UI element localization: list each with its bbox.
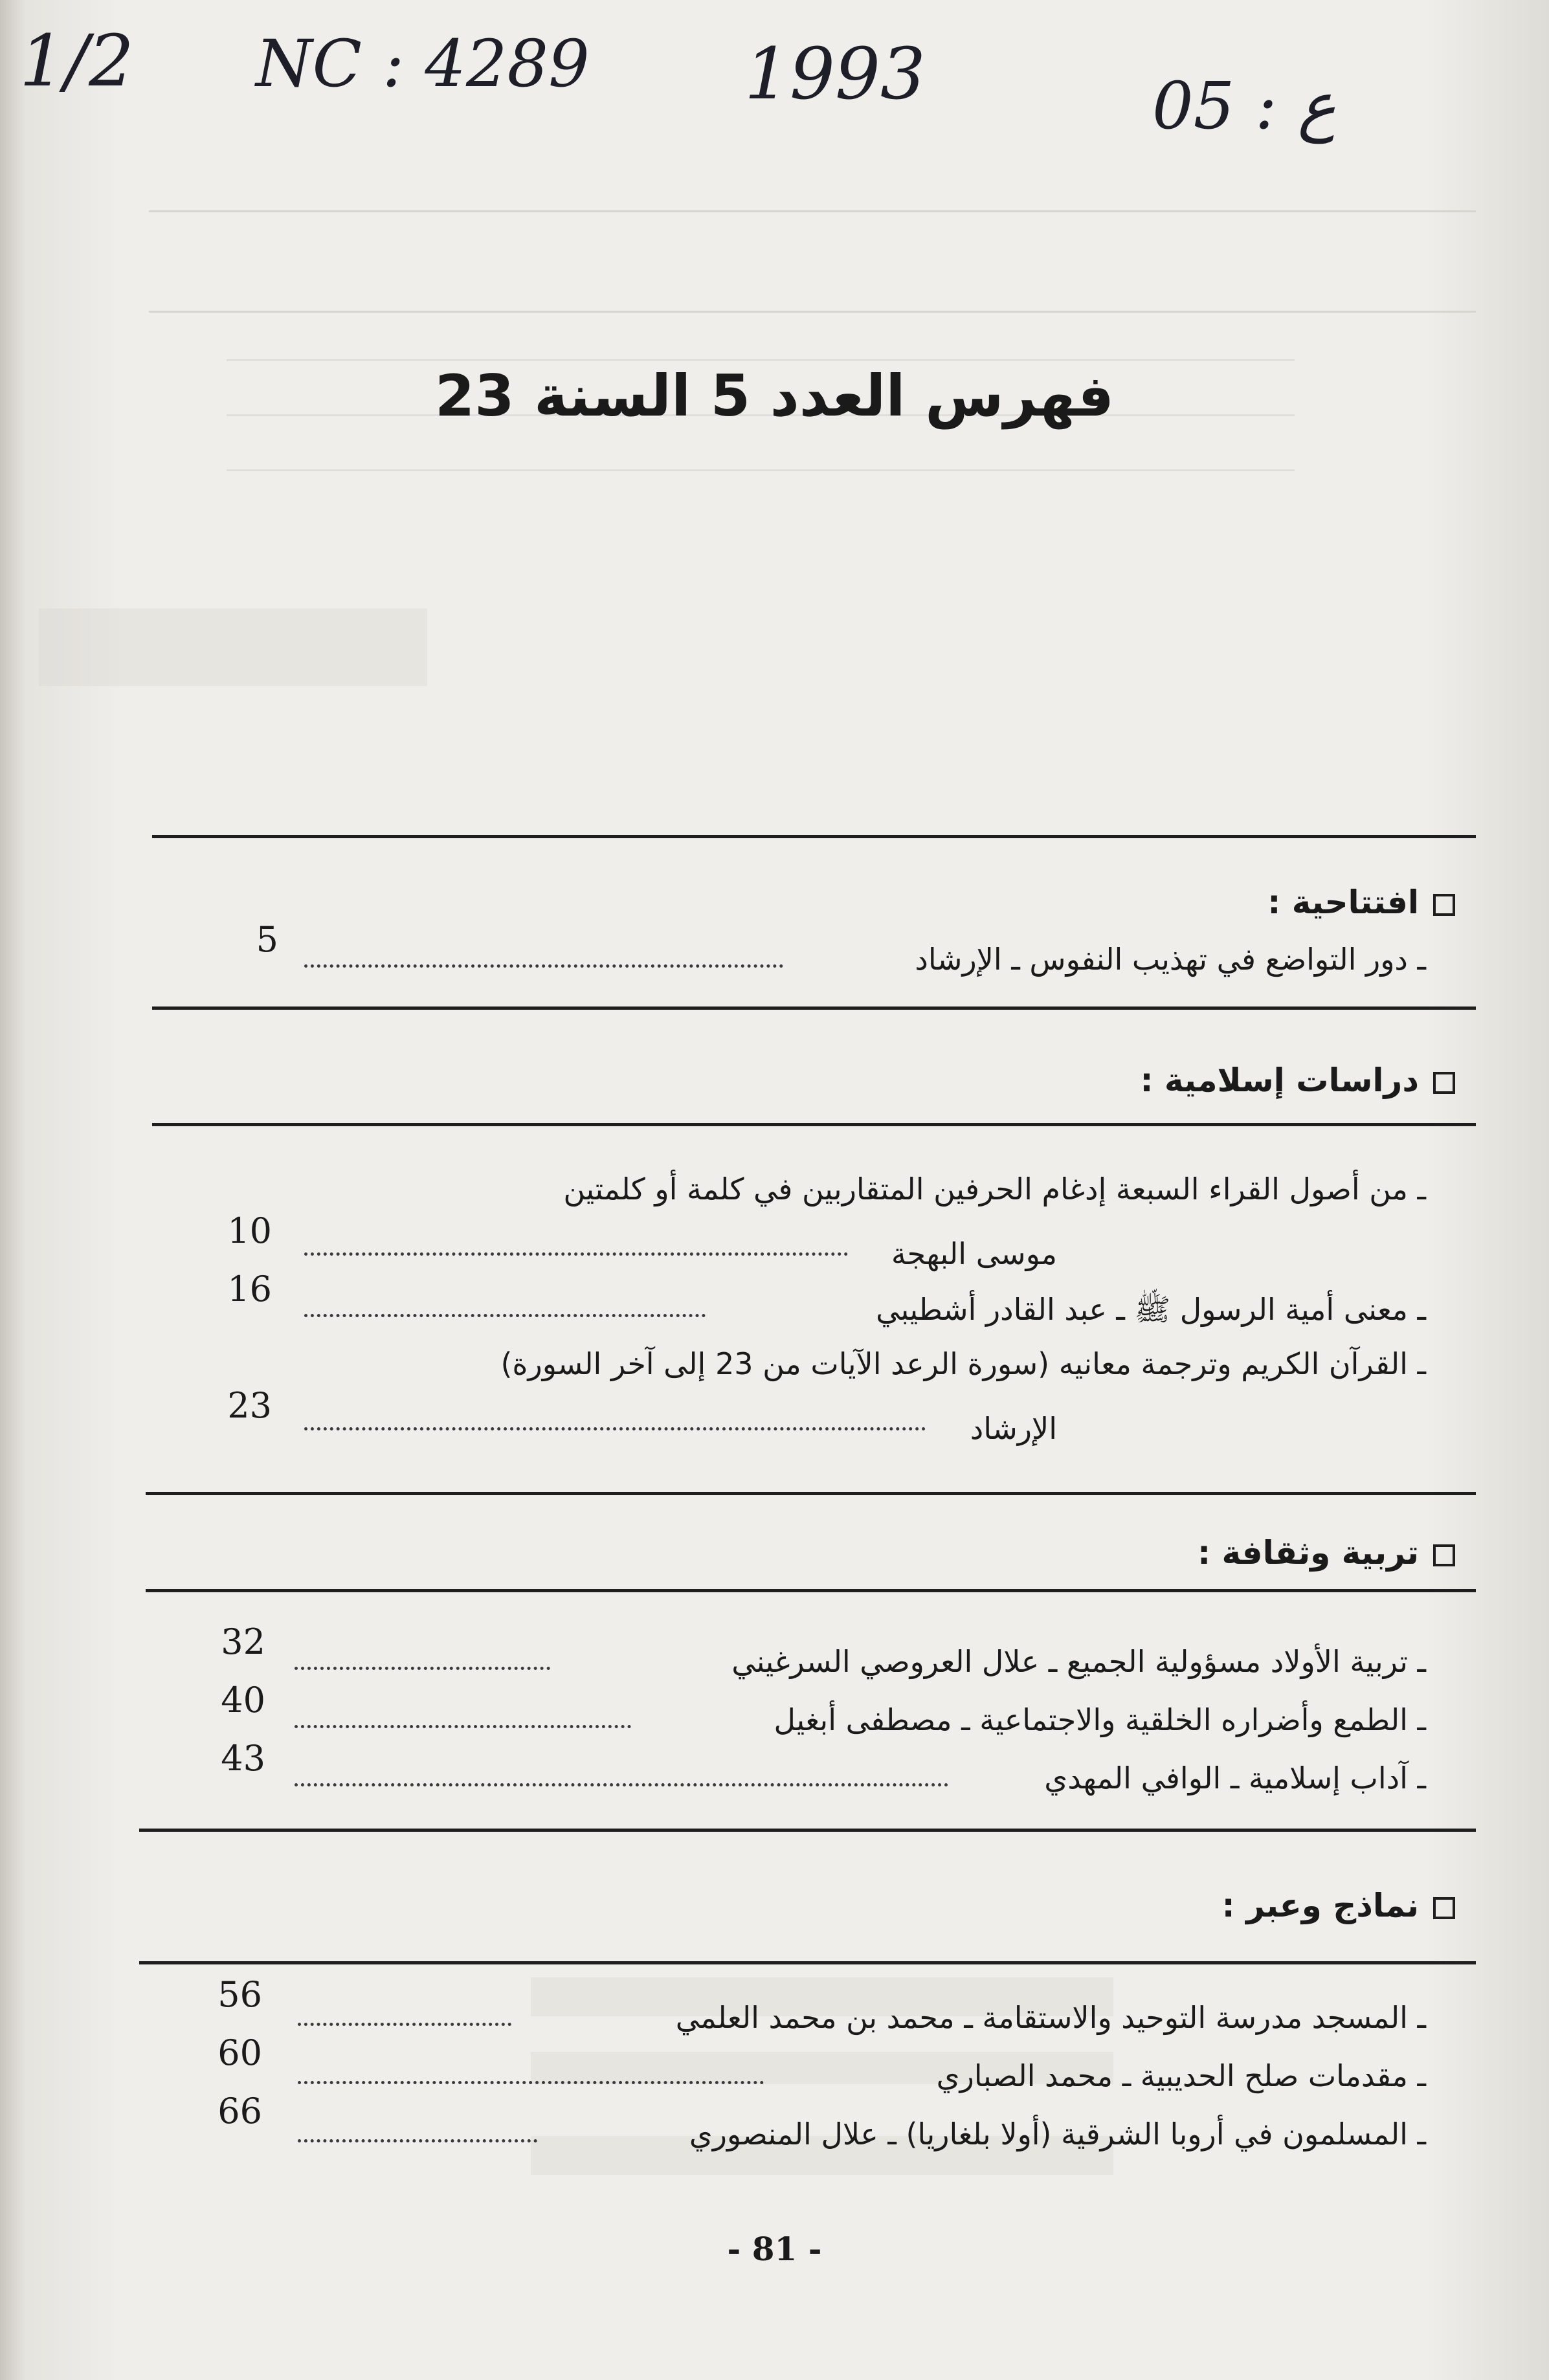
toc-entry: ـ المسلمون في أروبا الشرقية (أولا بلغاريا) ـ علال المنصوري (689, 2117, 1426, 2152)
section-heading-label: نماذج وعبر : (1221, 1887, 1419, 1924)
section-rule (152, 835, 1476, 838)
dot-leader (295, 1783, 948, 1786)
handwritten-nc-number: NC : 4289 (256, 26, 590, 102)
dot-leader (295, 1725, 631, 1728)
toc-entry: ـ تربية الأولاد مسؤولية الجميع ـ علال العروصي السرغيني (731, 1644, 1426, 1679)
dot-leader (295, 1667, 550, 1670)
section-heading-label: افتتاحية : (1267, 884, 1419, 921)
section-heading-label: تربية وثقافة : (1198, 1534, 1419, 1572)
checkbox-square-icon (1433, 1072, 1455, 1094)
ghost-rule (149, 210, 1476, 212)
section-rule (152, 1006, 1476, 1010)
dot-leader (304, 1252, 848, 1256)
page-number: 66 (217, 2091, 262, 2131)
toc-entry: ـ آداب إسلامية ـ الوافي المهدي (1044, 1761, 1426, 1796)
handwritten-issue: ع : 05 (1152, 68, 1337, 144)
toc-entry-continuation: الإرشاد (970, 1411, 1057, 1446)
section-rule (146, 1492, 1476, 1495)
dot-leader (298, 2081, 764, 2084)
dot-leader (304, 1427, 926, 1430)
dot-leader (304, 964, 783, 968)
page-number: 5 (256, 919, 278, 960)
handwritten-volume: 1/2 (19, 19, 135, 102)
page-number: 23 (227, 1385, 272, 1426)
page-number: 16 (227, 1269, 272, 1309)
page-number: 56 (217, 1974, 262, 2015)
section-rule (139, 1961, 1476, 1964)
dot-leader (298, 2023, 511, 2026)
section-heading-islamic-studies (1140, 1062, 1455, 1099)
section-heading-models-lessons (1222, 1887, 1455, 1924)
handwritten-year: 1993 (744, 32, 926, 115)
section-rule (152, 1123, 1476, 1126)
dot-leader (298, 2139, 537, 2142)
page-spine-shadow (0, 0, 26, 2380)
page-number: 32 (221, 1621, 265, 1662)
toc-entry: ـ دور التواضع في تهذيب النفوس ـ الإرشاد (915, 942, 1426, 977)
toc-entry: ـ معنى أمية الرسول ﷺ ـ عبد القادر أشطيبي (876, 1292, 1426, 1327)
checkbox-square-icon (1433, 1544, 1455, 1566)
toc-entry: ـ القرآن الكريم وترجمة معانيه (سورة الرعد الآيات من 23 إلى آخر السورة) (500, 1346, 1426, 1381)
checkbox-square-icon (1433, 894, 1455, 916)
ghost-rule (227, 469, 1295, 471)
page-number: 40 (221, 1680, 265, 1720)
toc-entry: ـ الطمع وأضراره الخلقية والاجتماعية ـ مصطفى أبغيل (774, 1702, 1426, 1737)
section-rule (146, 1589, 1476, 1592)
footer-page-number: - 81 - (727, 2230, 822, 2268)
toc-entry: ـ المسجد مدرسة التوحيد والاستقامة ـ محمد بن محمد العلمي (675, 2000, 1426, 2035)
ghost-rule (227, 359, 1295, 361)
section-heading-label: دراسات إسلامية : (1140, 1062, 1419, 1099)
dot-leader (304, 1314, 706, 1317)
toc-entry: ـ مقدمات صلح الحديبية ـ محمد الصباري (936, 2058, 1426, 2093)
ghost-rule (39, 608, 427, 686)
checkbox-square-icon (1433, 1897, 1455, 1919)
page-title: فهرس العدد 5 السنة 23 (434, 362, 1115, 429)
section-heading-editorial (1267, 884, 1455, 921)
page-number: 60 (217, 2032, 262, 2073)
toc-entry: ـ من أصول القراء السبعة إدغام الحرفين المتقاربين في كلمة أو كلمتين (563, 1172, 1426, 1207)
ghost-rule (149, 311, 1476, 313)
section-rule (139, 1829, 1476, 1832)
page-number: 43 (221, 1738, 265, 1779)
section-heading-education-culture (1198, 1534, 1455, 1572)
page-number: 10 (227, 1210, 272, 1251)
toc-entry-continuation: موسى البهجة (891, 1236, 1057, 1271)
